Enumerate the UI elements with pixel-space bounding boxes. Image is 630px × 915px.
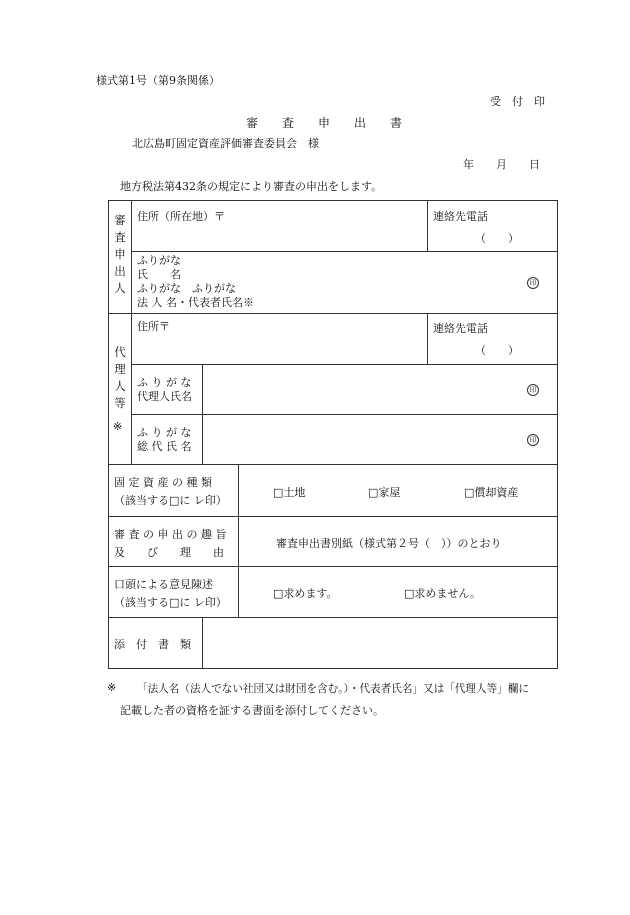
applicant-phone-paren: （ ） bbox=[475, 232, 519, 245]
seal-icon: 印 bbox=[527, 434, 539, 446]
agent-name-block bbox=[137, 376, 192, 404]
agent-phone-paren: （ ） bbox=[475, 344, 519, 357]
purpose-text: 審査申出書別紙（様式第２号（ ））のとおり bbox=[276, 537, 502, 550]
applicant-address-label: 住所（所在地）〒 bbox=[137, 210, 225, 223]
purpose-label-line2: 及 び 理 由 bbox=[114, 546, 224, 559]
applicant-name-label: 氏 名 bbox=[137, 268, 181, 281]
asset-option-depreciable[interactable]: □償却資産 bbox=[464, 486, 519, 499]
attachments-label: 添 付 書 類 bbox=[114, 638, 191, 651]
agent-furigana: ふ り が な bbox=[137, 376, 192, 389]
asset-type-label-line1: 固 定 資 産 の 種 類 bbox=[114, 476, 212, 489]
applicant-corp-label: 法 人 名・代表者氏名※ bbox=[137, 296, 254, 309]
applicant-phone-label: 連絡先電話 bbox=[433, 210, 488, 223]
rep-name-block bbox=[137, 426, 192, 454]
applicant-section-label: 審査申出人 bbox=[114, 213, 126, 295]
oral-option-request[interactable]: □求めます。 bbox=[273, 587, 338, 600]
receipt-stamp-label: 受 付 印 bbox=[490, 95, 545, 108]
oral-statement-label bbox=[114, 576, 227, 612]
rep-furigana: ふ り が な bbox=[137, 426, 192, 439]
seal-icon: 印 bbox=[527, 277, 539, 289]
footnote-mark: ※ bbox=[107, 681, 117, 694]
rep-name-label: 総 代 氏 名 bbox=[137, 440, 192, 453]
purpose-label bbox=[114, 526, 226, 562]
purpose-label-line1: 審 査 の 申 出 の 趣 旨 bbox=[114, 528, 227, 541]
applicant-furigana-2: ふりがな ふりがな bbox=[137, 282, 236, 295]
intro-text: 地方税法第432条の規定により審査の申出をします。 bbox=[120, 180, 383, 193]
form-number: 様式第1号（第9条関係） bbox=[96, 74, 220, 87]
page-title: 審 査 申 出 書 bbox=[246, 116, 403, 130]
agent-section-label: 代理人等 bbox=[114, 345, 126, 410]
footnote-line-2: 記載した者の資格を証する書面を添付してください。 bbox=[120, 704, 384, 717]
addressee: 北広島町固定資産評価審査委員会 様 bbox=[132, 137, 319, 150]
agent-address-label: 住所〒 bbox=[137, 320, 170, 333]
applicant-furigana-1: ふりがな bbox=[137, 254, 181, 267]
oral-label-line2: （該当する□に レ印） bbox=[114, 596, 227, 609]
asset-option-land[interactable]: □土地 bbox=[273, 486, 306, 499]
asset-type-label bbox=[114, 474, 227, 510]
agent-section-mark: ※ bbox=[113, 420, 123, 433]
date-label: 年 月 日 bbox=[463, 158, 540, 171]
agent-name-label: 代理人氏名 bbox=[137, 390, 192, 403]
applicant-name-block bbox=[137, 254, 254, 310]
asset-type-label-line2: （該当する□に レ印） bbox=[114, 494, 227, 507]
agent-phone-label: 連絡先電話 bbox=[433, 322, 488, 335]
asset-option-house[interactable]: □家屋 bbox=[368, 486, 401, 499]
footnote-line-1: 「法人名（法人でない社団又は財団を含む。）・代表者氏名」又は「代理人等」欄に bbox=[137, 683, 529, 695]
oral-label-line1: 口頭による意見陳述 bbox=[114, 578, 213, 591]
seal-icon: 印 bbox=[527, 384, 539, 396]
oral-option-decline[interactable]: □求めません。 bbox=[404, 587, 482, 600]
